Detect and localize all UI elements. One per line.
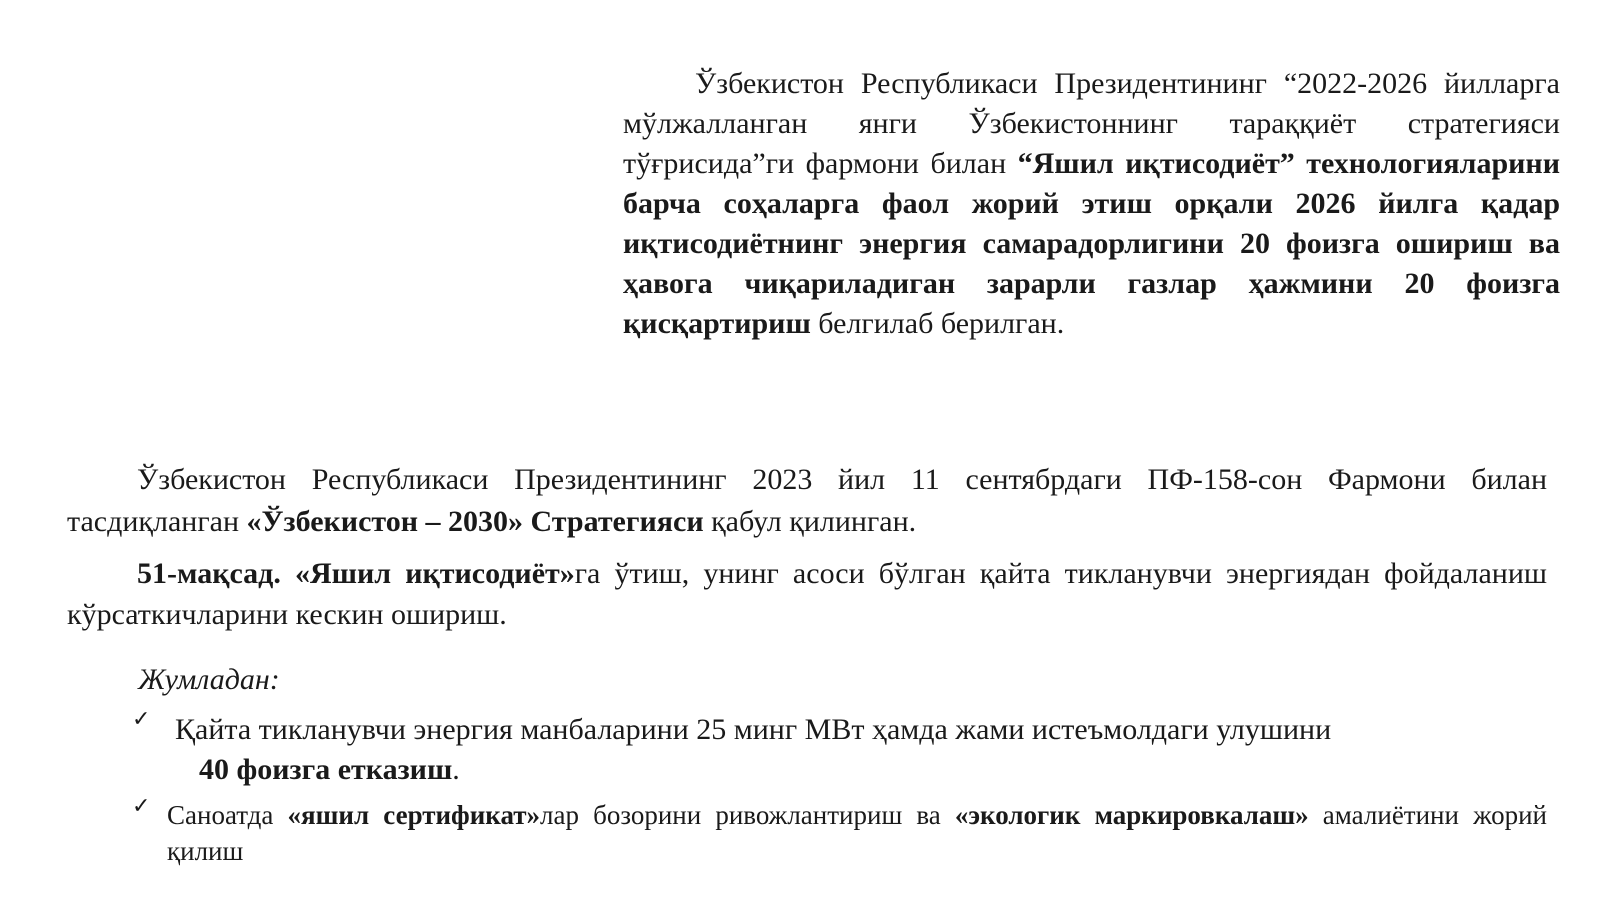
- bullet-1-text: Қайта тикланувчи энергия манбаларини 25 минг МВт ҳамда жами истеъмолдаги улушини: [175, 713, 1332, 746]
- bullet-2: [167, 797, 1547, 869]
- bullet-1-end: .: [452, 753, 460, 786]
- eco-labeling-term: «экологик маркировкалаш»: [954, 800, 1309, 830]
- green-certificate-term: «яшил сертификат»: [287, 800, 541, 830]
- decree-text: [623, 64, 1560, 344]
- decree-text-end: белгилаб берилган.: [810, 307, 1065, 340]
- bullet-1-continuation: [199, 750, 460, 790]
- intro-label: Жумладан:: [138, 663, 280, 696]
- strategy-text-end: қабул қилинган.: [703, 505, 917, 538]
- top-paragraph: [623, 64, 1560, 344]
- goal-title: 51-мақсад. «Яшил иқтисодиёт»: [137, 557, 575, 590]
- decree-text-intro: Ўзбекистон Республикаси Президентининг “2022-2026 йилларга мўлжалланган янги Ўзбекистоннинг тараққиёт стратегияси тўғрисида”ги фармони билан: [623, 67, 1560, 180]
- bullet-2-middle: лар бозорини ривожлантириш ва: [540, 800, 955, 830]
- strategy-paragraph: [67, 459, 1547, 543]
- checkmark-icon: ✓: [132, 794, 151, 819]
- bullet-2-end: амалиётини жорий қилиш: [167, 800, 1547, 866]
- goal-text: [67, 553, 1547, 635]
- strategy-text-intro: Ўзбекистон Республикаси Президентининг 2023 йил 11 сентябрдаги ПФ-158-сон Фармони билан тасдиқланган: [67, 463, 1547, 538]
- checkmark-icon: ✓: [132, 707, 151, 732]
- goal-description: га ўтиш, унинг асоси бўлган қайта тикланувчи энергиядан фойдаланиш кўрсаткичларини кескин ошириш.: [67, 557, 1547, 631]
- strategy-name: «Ўзбекистон – 2030» Стратегияси: [246, 505, 704, 538]
- bullet-2-intro: Саноатда: [167, 800, 288, 830]
- decree-text-bold: “Яшил иқтисодиёт” технологияларини барча соҳаларга фаол жорий этиш орқали 2026 йилга қадар иқтисодиётнинг энергия самарадорлигини 20 фоизга ошириш ва ҳавога чиқариладиган зарарли газлар ҳажмини 20 фоизга қисқартириш: [623, 147, 1560, 340]
- bullet-2-text: [167, 797, 1547, 869]
- bullet-1-bold: 40 фоизга етказиш: [199, 753, 453, 786]
- goal-paragraph: [67, 553, 1547, 635]
- strategy-text: [67, 459, 1547, 543]
